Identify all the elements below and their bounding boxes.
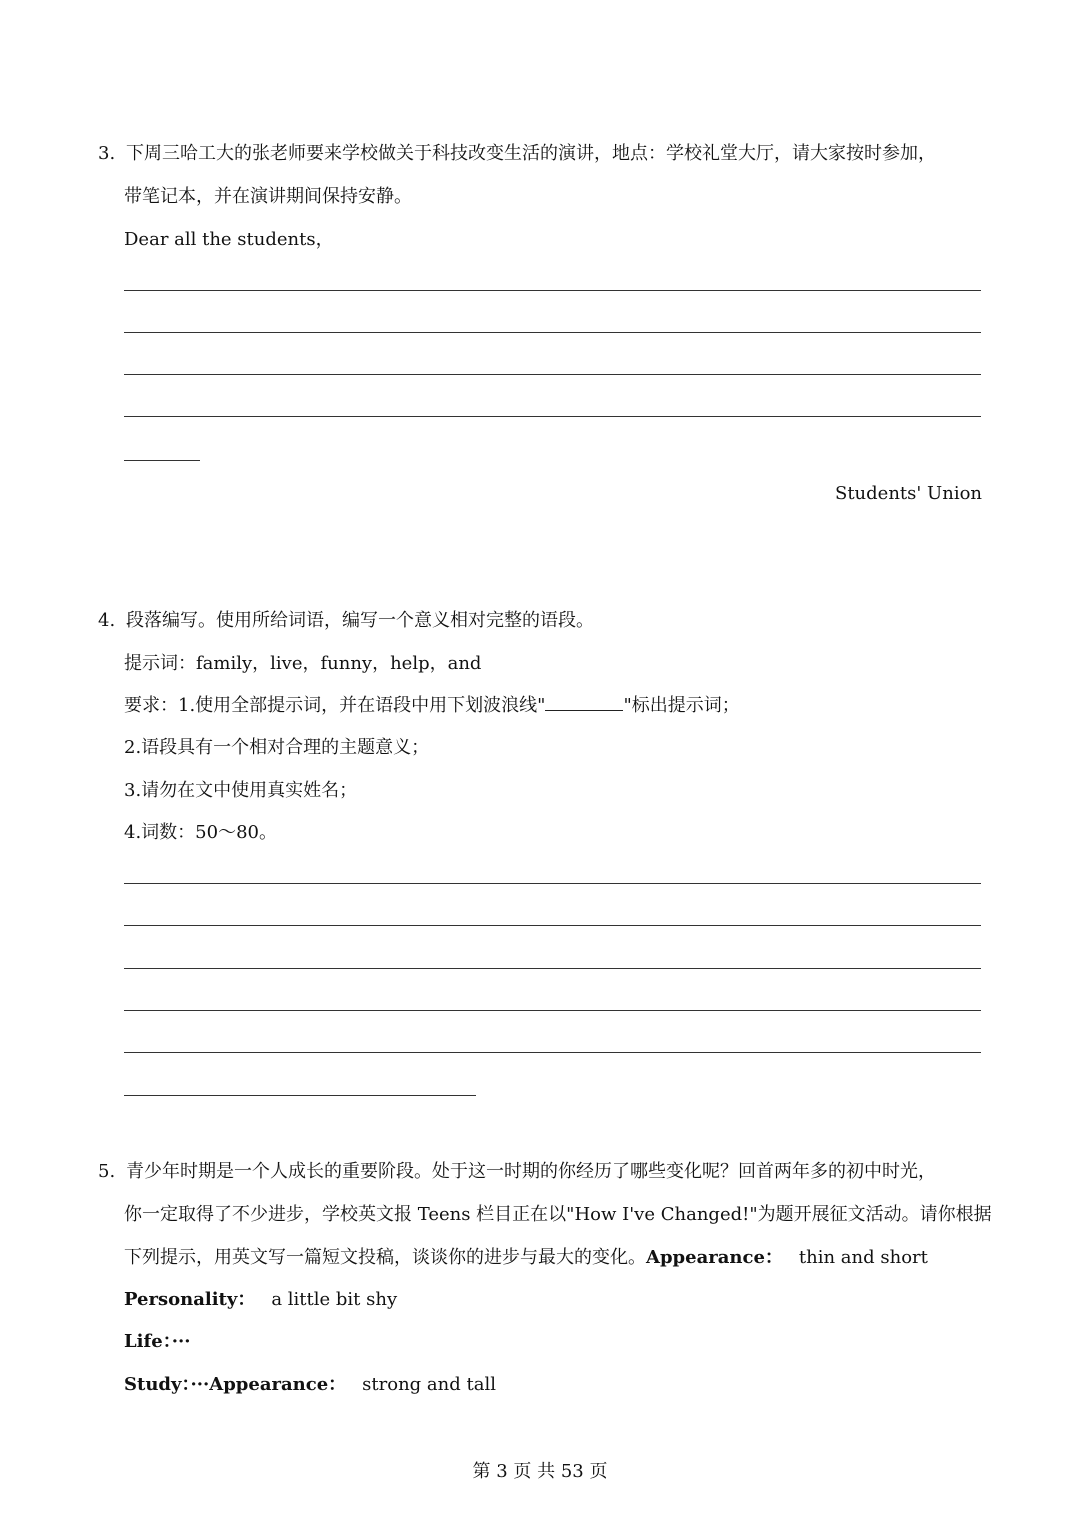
q4-answer-line-4[interactable] [124,1010,981,1011]
q3-signature: Students' Union [834,483,982,504]
q3-prompt-line1: 下周三哈工大的张老师要来学校做关于科技改变生活的演讲，地点：学校礼堂大厅，请大家按时参加， [126,143,936,164]
q5-prompt-line3 [124,1246,928,1270]
q5-prompt-line3-text: 下列提示，用英文写一篇短文投稿，谈谈你的进步与最大的变化。 [124,1247,646,1268]
q4-number: 4. [98,610,116,631]
q3-number: 3. [98,143,116,164]
q4-answer-line-2[interactable] [124,925,981,926]
q5-study-label: Study：··· [124,1374,210,1395]
q5-personality-label: Personality： [124,1289,256,1310]
q5-study [124,1373,496,1397]
q3-greeting: Dear all the students， [124,229,334,250]
q5-appearance-value-1: thin and short [798,1247,928,1268]
q4-prompt: 段落编写。使用所给词语，编写一个意义相对完整的语段。 [126,610,594,631]
q4-answer-line-5[interactable] [124,1052,981,1053]
q4-requirement-2: 2.语段具有一个相对合理的主题意义； [124,737,430,758]
q4-req1-part-b: "标出提示词； [623,695,740,716]
q4-answer-line-3[interactable] [124,968,981,969]
q5-appearance-value-2: strong and tall [362,1374,496,1395]
q5-personality [124,1288,397,1312]
q4-answer-line-6[interactable] [124,1095,476,1096]
q4-answer-line-1[interactable] [124,883,981,884]
q4-req1-part-a: 要求：1.使用全部提示词，并在语段中用下划波浪线" [124,695,546,716]
q3-prompt-line2: 带笔记本，并在演讲期间保持安静。 [124,186,412,207]
page-footer: 第 3 页 共 53 页 [472,1461,608,1482]
q3-answer-line-1[interactable] [124,290,981,291]
q5-life [124,1330,191,1354]
q4-req1-blank [545,694,623,711]
q4-requirement-4: 4.词数：50～80。 [124,822,277,843]
q5-appearance-label-1: Appearance： [646,1247,783,1268]
q4-hint-label: 提示词： [124,653,196,674]
q3-answer-line-4[interactable] [124,416,981,417]
q5-personality-value: a little bit shy [271,1289,398,1310]
q5-life-label: Life：··· [124,1331,191,1352]
q5-appearance-label-2: Appearance： [209,1374,347,1395]
q4-hint [124,652,481,676]
q3-answer-line-2[interactable] [124,332,981,333]
q4-requirement-3: 3.请勿在文中使用真实姓名； [124,780,358,801]
q5-prompt-line2: 你一定取得了不少进步，学校英文报 Teens 栏目正在以"How I've Changed!"为题开展征文活动。请你根据 [124,1204,992,1225]
q4-hint-words: family，live，funny，help，and [196,653,482,674]
q3-answer-line-3[interactable] [124,374,981,375]
q5-prompt-line1: 青少年时期是一个人成长的重要阶段。处于这一时期的你经历了哪些变化呢？回首两年多的初中时光， [126,1161,936,1182]
q3-answer-line-5[interactable] [124,460,200,461]
q4-requirement-1 [124,694,740,718]
q5-number: 5. [98,1161,116,1182]
